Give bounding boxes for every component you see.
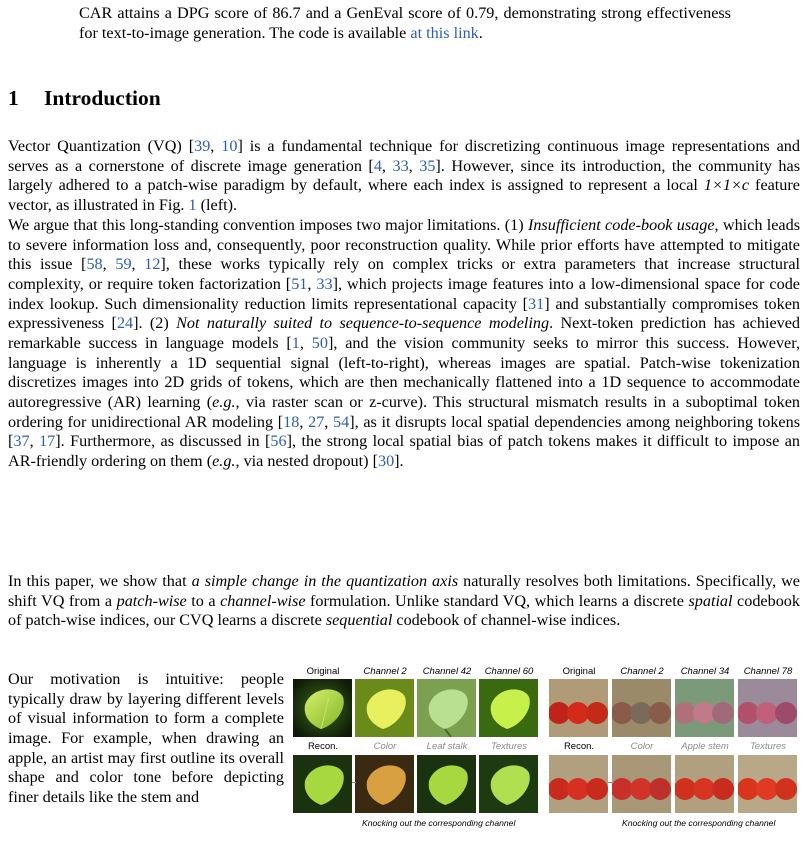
text-run: . Next-token prediction has achieved remarkable success in language models [	[8, 314, 801, 352]
text-run: ]. However, since its introduction, the community has largely adhered to a patch-wise paradigm by default, where each index is assigned to represent a local	[8, 156, 801, 195]
citation-link[interactable]: 59	[115, 255, 132, 274]
text-run: Our motivation is intuitive: people typically draw by layering different levels of visual information to form a complete image. For example, when drawing an apple, an artist may first outline its overall shape and color tone before depicting finer details like the stem and	[8, 670, 284, 806]
section-title: Introduction	[44, 86, 161, 110]
apple-label-channel-c: Channel 78	[743, 666, 793, 677]
text-run: naturally resolves both limitations. Specifically, we shift VQ from a	[8, 572, 800, 610]
apple-knockout-textures-image	[738, 755, 797, 813]
text-run: , via nested dropout) [	[235, 451, 378, 470]
paragraph-2	[8, 216, 800, 472]
text-run: (left).	[196, 195, 238, 214]
citation-link[interactable]: 17	[39, 432, 56, 451]
paragraph-1	[8, 137, 800, 216]
apple-label-channel-b: Channel 34	[680, 666, 730, 677]
text-run: ,	[307, 274, 317, 293]
citation-link[interactable]: 4	[373, 156, 382, 175]
leaf-label-recon: Recon.	[307, 741, 339, 752]
citation-link[interactable]: 18	[283, 412, 300, 431]
emphasis-text: e.g.	[212, 451, 236, 470]
emphasis-text: patch-wise	[116, 591, 187, 610]
apple-channel-b-image	[675, 679, 734, 737]
apple-channel-a-image	[612, 679, 671, 737]
citation-link[interactable]: 24	[116, 314, 134, 333]
text-run: ], and the vision community seeks to mirror this success. However, language is inherently a 1D sequential signal (left-to-right), whereas images are spatial. Patch-wise tokenization discretizes images into 2D grids of tokens, which are then mechanically flattened into a 1D sequence to accommodate autoregressive (AR) learning (	[8, 333, 801, 411]
text-run: ,	[299, 333, 312, 352]
text-run: In this paper, we show that	[8, 572, 192, 590]
text-run: codebook of channel-wise indices.	[392, 611, 621, 630]
text-run: ,	[210, 137, 222, 155]
text-run: ], as it disrupts local spatial dependencies among neighboring tokens [	[8, 412, 800, 451]
leaf-original-image	[293, 679, 352, 737]
text-run: ,	[408, 156, 420, 175]
emphasis-text: spatial	[688, 591, 733, 610]
citation-link[interactable]: 30	[377, 451, 395, 470]
leaf-knockout-textures-image	[479, 755, 538, 813]
text-run: Vector Quantization (VQ) [	[8, 137, 195, 155]
apple-label-recon: Recon.	[563, 741, 595, 752]
apple-channel-c-image	[738, 679, 797, 737]
citation-link[interactable]: 58	[86, 255, 103, 274]
figure-channel-knockout	[292, 666, 804, 836]
apple-label-textures: Textures	[749, 741, 787, 752]
abstract-text: CAR attains a DPG score of 86.7 and a GenEval score of 0.79, demonstrating strong effectiveness for text-to-image generation. The code is available	[79, 4, 731, 42]
leaf-label-original: Original	[306, 666, 340, 677]
leaf-channel-c-image	[479, 679, 538, 737]
text-run: ], the strong local spatial bias of patch tokens makes it difficult to impose an AR-friendly ordering on them (	[8, 432, 800, 470]
apple-label-color: Color	[630, 741, 654, 752]
paragraph-3	[8, 572, 800, 631]
leaf-recon-image	[293, 755, 352, 813]
text-run: ,	[29, 432, 40, 451]
paragraph-4	[8, 670, 284, 808]
citation-link[interactable]: 54	[333, 412, 350, 431]
text-run: ].	[394, 451, 404, 470]
apple-label-original: Original	[562, 666, 596, 677]
citation-link[interactable]: 12	[144, 255, 161, 274]
section-heading	[8, 86, 161, 111]
leaf-connector	[352, 782, 356, 783]
citation-link[interactable]: 39	[194, 137, 211, 155]
emphasis-text: e.g.	[212, 392, 236, 411]
citation-link[interactable]: 33	[316, 274, 333, 293]
text-run: ]. Furthermore, as discussed in [	[55, 432, 271, 451]
apple-label-channel-a: Channel 2	[620, 666, 664, 677]
text-run: ,	[131, 255, 145, 274]
apple-label-apple-stem: Apple stem	[681, 741, 729, 752]
apple-recon-image	[549, 755, 608, 813]
emphasis-text: sequential	[325, 611, 393, 630]
apple-knockout-color-image	[612, 755, 671, 813]
apple-caption: Knocking out the corresponding channel	[622, 818, 776, 828]
apple-knockout-stem-image	[675, 755, 734, 813]
text-run: ], which projects image features into a low-dimensional space for code index lookup. Such dimensionality reduction limits representational capacity [	[8, 274, 800, 313]
abstract-period: .	[478, 23, 483, 42]
text-run: formulation. Unlike standard VQ, which learns a discrete	[305, 591, 689, 610]
leaf-label-channel-c: Channel 60	[484, 666, 534, 677]
text-run: ,	[381, 156, 393, 175]
leaf-label-channel-b: Channel 42	[422, 666, 472, 677]
text-run: ,	[324, 412, 334, 431]
leaf-knockout-stalk-image	[417, 755, 476, 813]
text-run: ] is a fundamental technique for discretizing continuous image representations and serves as a cornerstone of discrete image generation [	[8, 137, 800, 175]
text-run: , via raster scan or z-curve). This structural mismatch results in a suboptimal token ordering for unidirectional AR modeling [	[8, 392, 801, 431]
emphasis-text: channel-wise	[220, 591, 306, 610]
citation-link[interactable]: 27	[308, 412, 325, 431]
text-run: to a	[186, 591, 221, 610]
math-expression: 1×1×c	[703, 176, 750, 195]
apple-original-image	[549, 679, 608, 737]
text-run: codebook of patch-wise indices, our CVQ learns a discrete	[8, 591, 800, 630]
leaf-label-leaf-stalk: Leaf stalk	[426, 741, 468, 752]
text-run: ] and substantially compromises token expressiveness [	[8, 294, 800, 333]
citation-link[interactable]: 35	[419, 156, 436, 175]
emphasis-text: Insufficient code-book usage	[527, 216, 715, 234]
citation-link[interactable]: 56	[270, 432, 287, 451]
citation-link[interactable]: 10	[221, 137, 238, 155]
citation-link[interactable]: 33	[392, 156, 409, 175]
leaf-label-channel-a: Channel 2	[363, 666, 407, 677]
abstract-tail	[79, 4, 731, 43]
leaf-channel-b-image	[417, 679, 476, 737]
citation-link[interactable]: 50	[311, 333, 328, 352]
leaf-knockout-color-image	[355, 755, 414, 813]
emphasis-text: Not naturally suited to sequence-to-sequence modeling	[176, 314, 550, 333]
citation-link[interactable]: 37	[13, 432, 30, 451]
citation-link[interactable]: 1	[188, 195, 197, 214]
apple-connector	[608, 782, 612, 783]
code-link[interactable]: at this link	[410, 23, 479, 42]
text-run: feature vector, as illustrated in Fig.	[8, 176, 800, 214]
text-run: ]. (2)	[133, 314, 177, 333]
text-run: ,	[299, 412, 309, 431]
leaf-caption: Knocking out the corresponding channel	[362, 818, 516, 828]
emphasis-text: a simple change in the quantization axis	[191, 572, 459, 590]
leaf-label-textures: Textures	[490, 741, 528, 752]
text-run: We argue that this long-standing convention imposes two major limitations. (1)	[8, 216, 528, 234]
text-run: ,	[102, 255, 116, 274]
leaf-channel-a-image	[355, 679, 414, 737]
citation-link[interactable]: 1	[291, 333, 300, 352]
section-number: 1	[8, 86, 19, 110]
text-run: , which leads to severe information loss and, consequently, poor reconstruction quality. While prior efforts have attempted to mitigate this issue [	[8, 216, 801, 274]
text-run: ], these works typically rely on complex tricks or extra parameters that increase structural complexity, or require token factorization [	[8, 255, 801, 293]
citation-link[interactable]: 31	[528, 294, 545, 313]
citation-link[interactable]: 51	[291, 274, 308, 293]
leaf-label-color: Color	[373, 741, 397, 752]
